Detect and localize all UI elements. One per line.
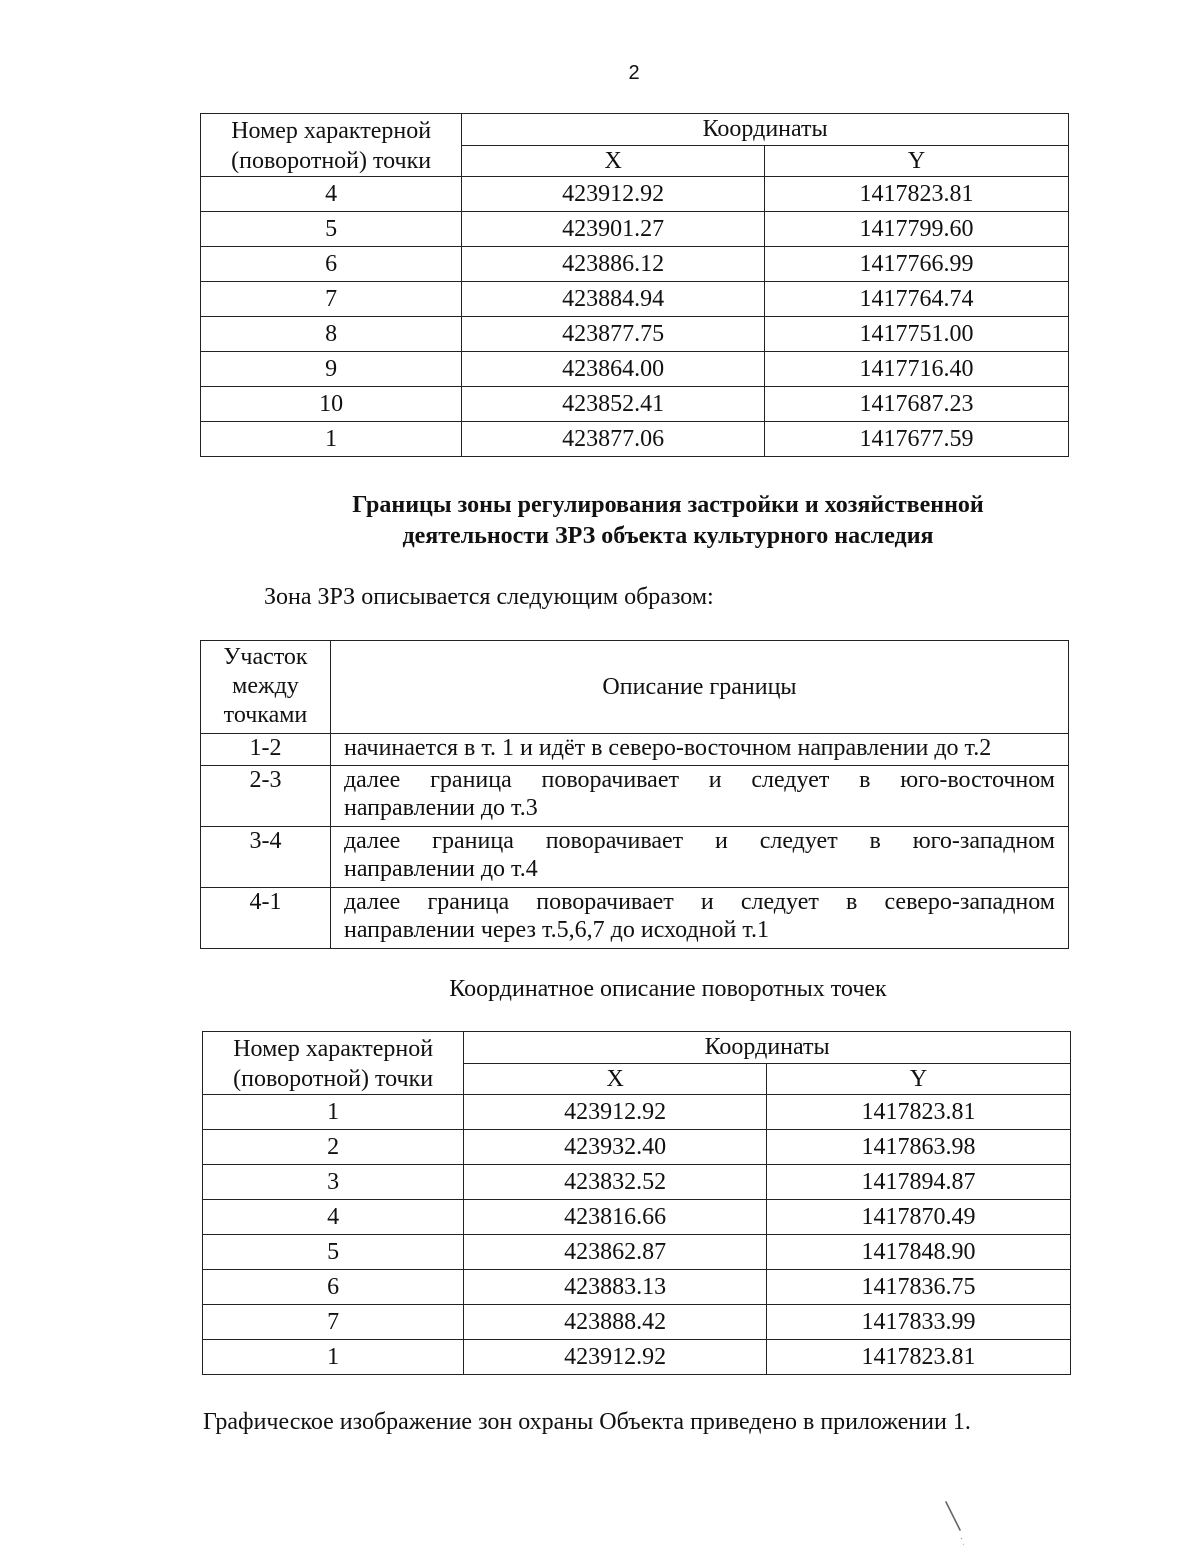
x-header: X bbox=[464, 1063, 767, 1095]
table-row bbox=[201, 247, 1069, 282]
point-cell: 4 bbox=[201, 177, 462, 212]
point-cell: 2 bbox=[203, 1130, 464, 1165]
y-cell: 1417764.74 bbox=[765, 282, 1069, 317]
point-cell: 1 bbox=[203, 1340, 464, 1375]
y-cell: 1417799.60 bbox=[765, 212, 1069, 247]
point-cell: 1 bbox=[203, 1095, 464, 1130]
y-cell: 1417823.81 bbox=[767, 1095, 1071, 1130]
table-row bbox=[201, 387, 1069, 422]
table-row bbox=[201, 422, 1069, 457]
x-cell: 423901.27 bbox=[462, 212, 765, 247]
table-row bbox=[201, 212, 1069, 247]
y-cell: 1417894.87 bbox=[767, 1165, 1071, 1200]
section-cell: 4-1 bbox=[201, 888, 331, 949]
table-row bbox=[201, 352, 1069, 387]
x-cell: 423832.52 bbox=[464, 1165, 767, 1200]
table-row bbox=[203, 1235, 1071, 1270]
description-cell: начинается в т. 1 и идёт в северо-восточном направлении до т.2 bbox=[330, 734, 1068, 766]
y-cell: 1417716.40 bbox=[765, 352, 1069, 387]
x-cell: 423932.40 bbox=[464, 1130, 767, 1165]
x-cell: 423912.92 bbox=[464, 1340, 767, 1375]
section-header: Участок между точками bbox=[201, 641, 331, 734]
heading-line-2: деятельности ЗРЗ объекта культурного наследия bbox=[402, 523, 934, 549]
description-header: Описание границы bbox=[330, 641, 1068, 734]
table-row bbox=[201, 734, 1069, 766]
x-cell: 423877.06 bbox=[462, 422, 765, 457]
pen-mark-icon bbox=[942, 1500, 972, 1550]
page-number: 2 bbox=[628, 62, 640, 84]
heading-line-1: Границы зоны регулирования застройки и хозяйственной bbox=[352, 492, 984, 518]
point-cell: 10 bbox=[201, 387, 462, 422]
table-row bbox=[203, 1340, 1071, 1375]
x-cell: 423877.75 bbox=[462, 317, 765, 352]
section-heading bbox=[200, 490, 1136, 552]
coordinates-table-1 bbox=[200, 113, 1069, 457]
x-cell: 423886.12 bbox=[462, 247, 765, 282]
table-caption: Координатное описание поворотных точек bbox=[449, 976, 887, 1002]
y-header: Y bbox=[767, 1063, 1071, 1095]
table-row bbox=[201, 827, 1069, 888]
x-cell: 423852.41 bbox=[462, 387, 765, 422]
y-cell: 1417863.98 bbox=[767, 1130, 1071, 1165]
x-cell: 423816.66 bbox=[464, 1200, 767, 1235]
x-cell: 423912.92 bbox=[464, 1095, 767, 1130]
section-cell: 2-3 bbox=[201, 766, 331, 827]
boundary-description-table bbox=[200, 640, 1069, 949]
x-cell: 423884.94 bbox=[462, 282, 765, 317]
y-header: Y bbox=[765, 145, 1069, 177]
y-cell: 1417823.81 bbox=[767, 1340, 1071, 1375]
table-row bbox=[203, 1270, 1071, 1305]
coordinates-table-2 bbox=[202, 1031, 1071, 1375]
point-cell: 4 bbox=[203, 1200, 464, 1235]
point-number-header: Номер характерной (поворотной) точки bbox=[201, 114, 462, 177]
y-cell: 1417848.90 bbox=[767, 1235, 1071, 1270]
y-cell: 1417836.75 bbox=[767, 1270, 1071, 1305]
table-row bbox=[203, 1130, 1071, 1165]
point-cell: 3 bbox=[203, 1165, 464, 1200]
intro-paragraph: Зона ЗРЗ описывается следующим образом: bbox=[264, 584, 714, 610]
description-cell: далее граница поворачивает и следует в юго-западном направлении до т.4 bbox=[330, 827, 1068, 888]
y-cell: 1417833.99 bbox=[767, 1305, 1071, 1340]
y-cell: 1417766.99 bbox=[765, 247, 1069, 282]
x-header: X bbox=[462, 145, 765, 177]
point-cell: 7 bbox=[201, 282, 462, 317]
point-cell: 5 bbox=[203, 1235, 464, 1270]
y-cell: 1417677.59 bbox=[765, 422, 1069, 457]
point-cell: 5 bbox=[201, 212, 462, 247]
point-cell: 8 bbox=[201, 317, 462, 352]
table-row bbox=[201, 888, 1069, 949]
point-cell: 7 bbox=[203, 1305, 464, 1340]
x-cell: 423864.00 bbox=[462, 352, 765, 387]
x-cell: 423883.13 bbox=[464, 1270, 767, 1305]
table-row bbox=[203, 1305, 1071, 1340]
table-row bbox=[201, 317, 1069, 352]
x-cell: 423862.87 bbox=[464, 1235, 767, 1270]
point-cell: 1 bbox=[201, 422, 462, 457]
description-cell: далее граница поворачивает и следует в юго-восточном направлении до т.3 bbox=[330, 766, 1068, 827]
coordinates-header: Координаты bbox=[464, 1032, 1071, 1064]
coordinates-header: Координаты bbox=[462, 114, 1069, 146]
y-cell: 1417751.00 bbox=[765, 317, 1069, 352]
table-row bbox=[201, 766, 1069, 827]
y-cell: 1417870.49 bbox=[767, 1200, 1071, 1235]
table-row bbox=[203, 1200, 1071, 1235]
point-cell: 9 bbox=[201, 352, 462, 387]
footer-paragraph: Графическое изображение зон охраны Объекта приведено в приложении 1. bbox=[203, 1409, 971, 1435]
table-row bbox=[201, 282, 1069, 317]
x-cell: 423888.42 bbox=[464, 1305, 767, 1340]
point-cell: 6 bbox=[203, 1270, 464, 1305]
point-cell: 6 bbox=[201, 247, 462, 282]
description-cell: далее граница поворачивает и следует в северо-западном направлении через т.5,6,7 до исходной т.1 bbox=[330, 888, 1068, 949]
point-number-header: Номер характерной (поворотной) точки bbox=[203, 1032, 464, 1095]
table-row bbox=[203, 1095, 1071, 1130]
x-cell: 423912.92 bbox=[462, 177, 765, 212]
y-cell: 1417823.81 bbox=[765, 177, 1069, 212]
section-cell: 1-2 bbox=[201, 734, 331, 766]
section-cell: 3-4 bbox=[201, 827, 331, 888]
y-cell: 1417687.23 bbox=[765, 387, 1069, 422]
table-row bbox=[201, 177, 1069, 212]
table-row bbox=[203, 1165, 1071, 1200]
